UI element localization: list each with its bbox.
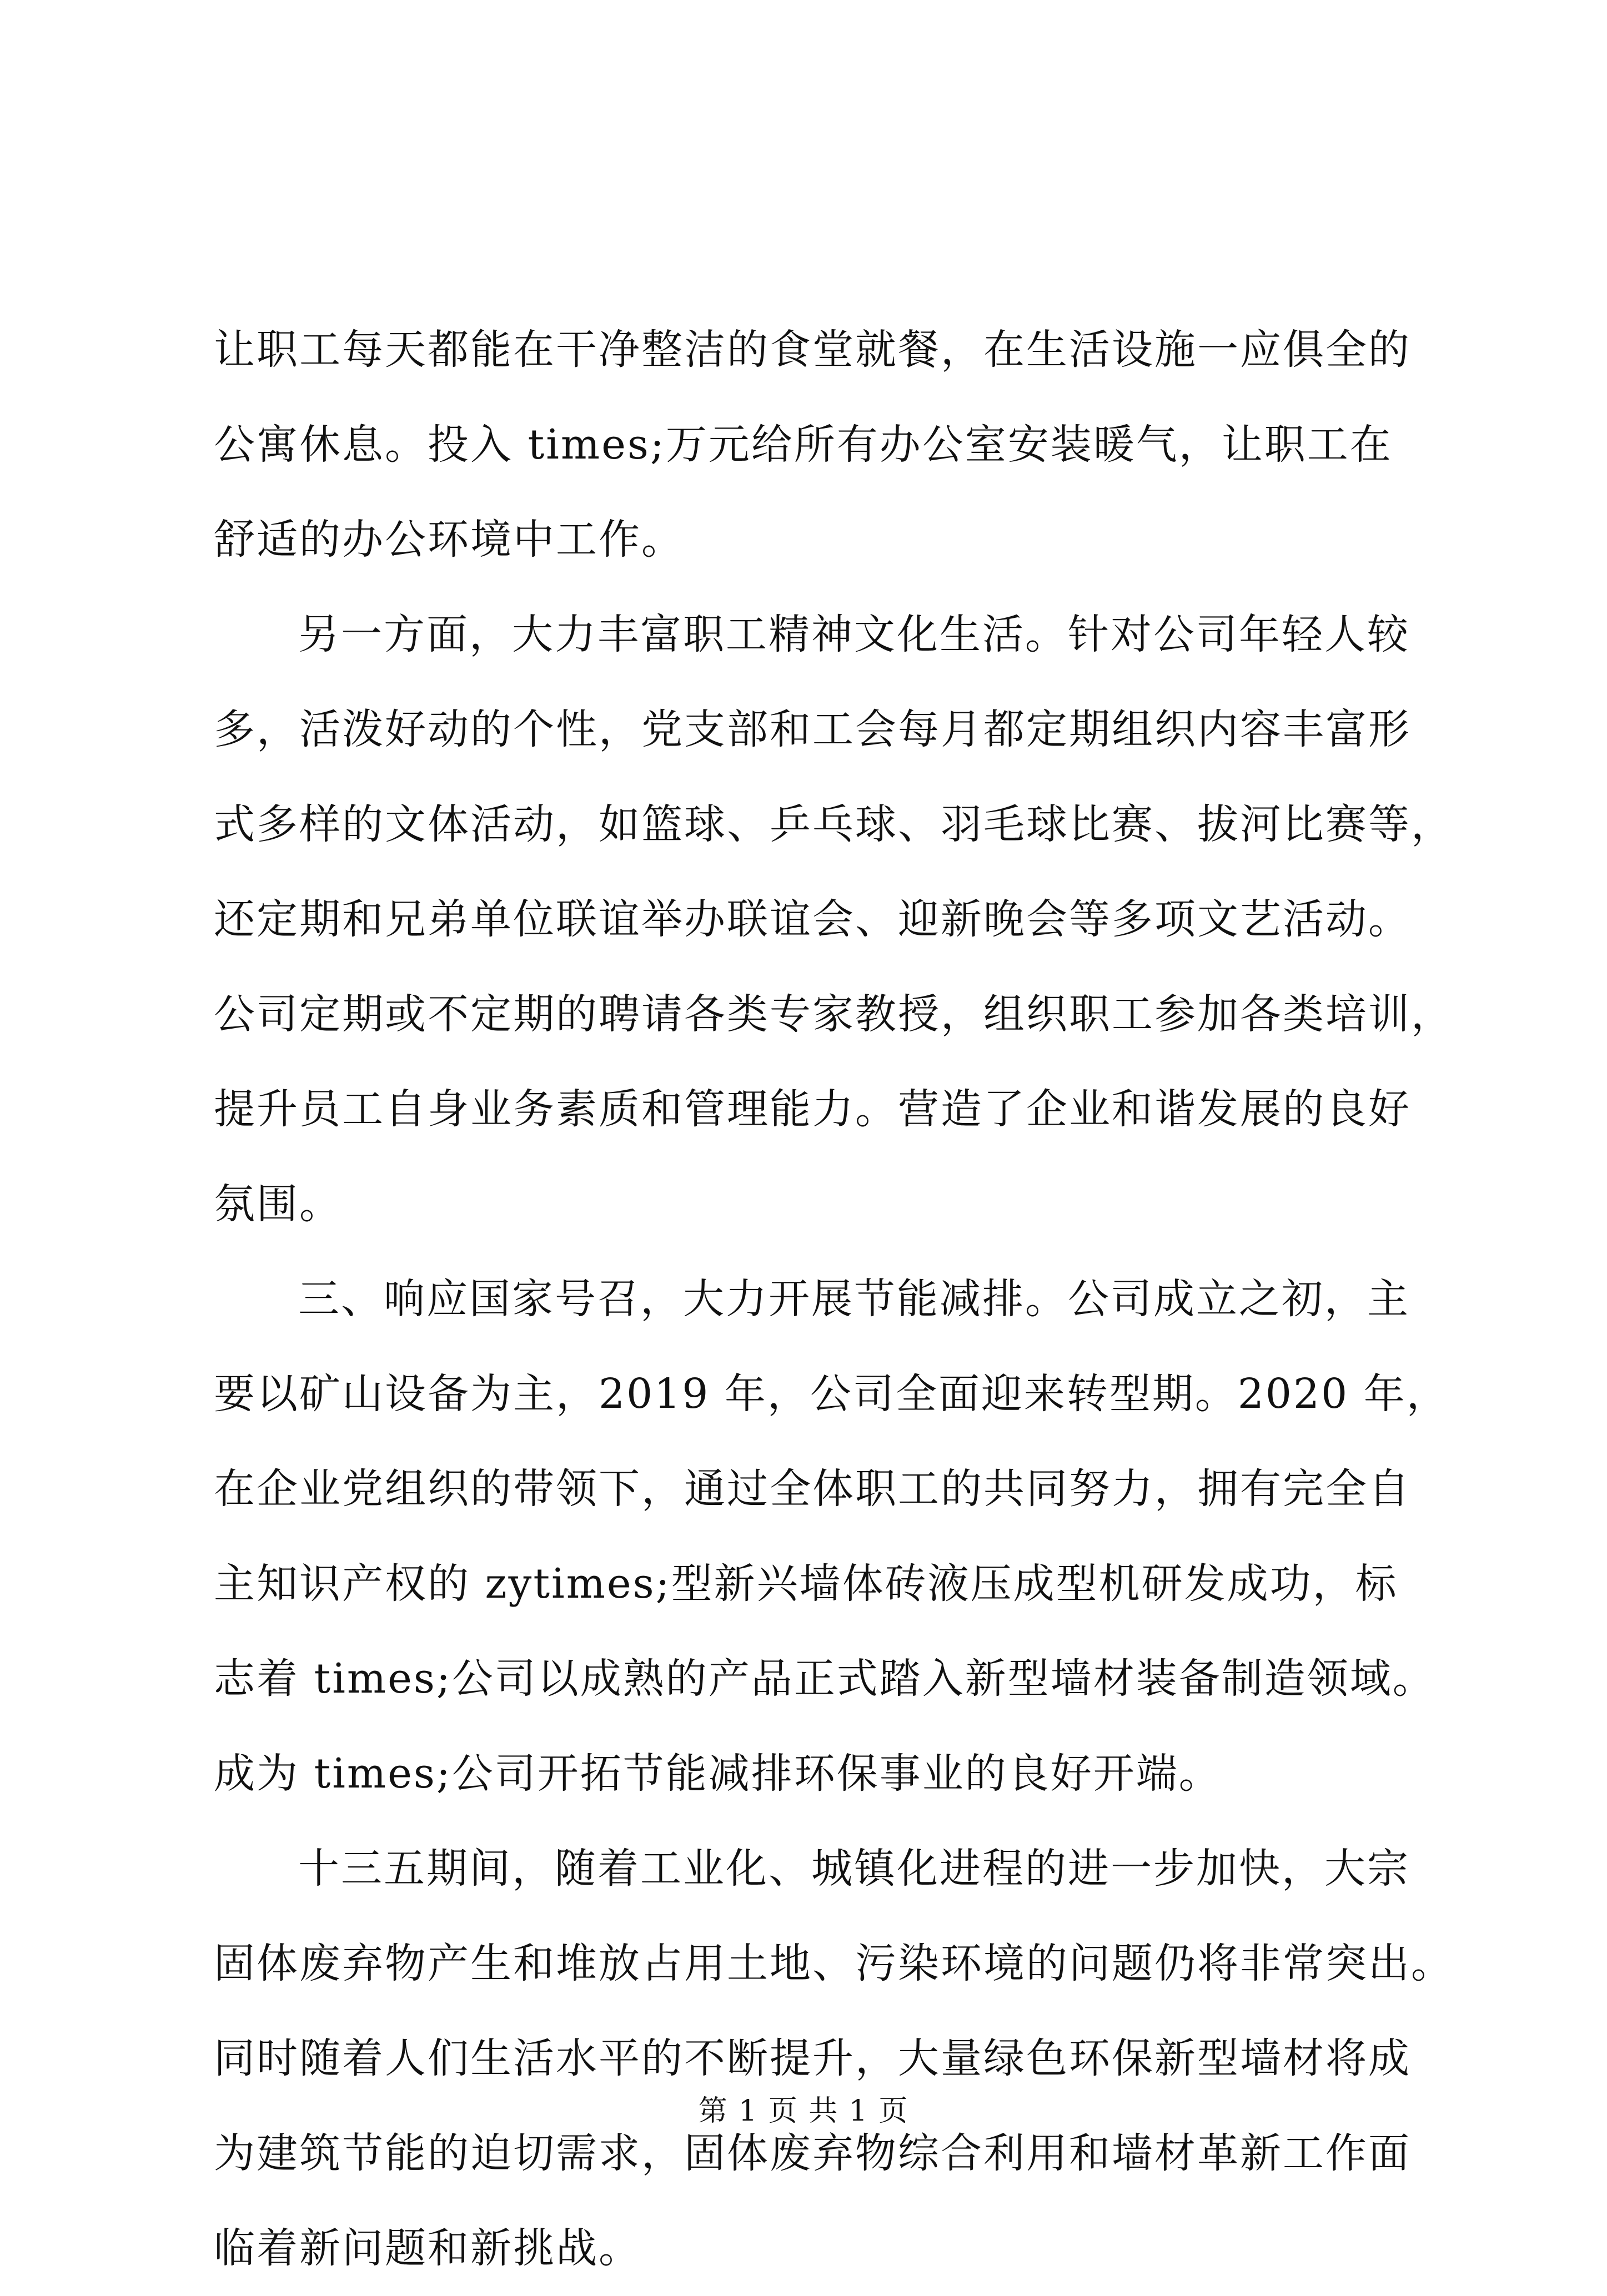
text-line: 同时随着人们生活水平的不断提升，大量绿色环保新型墙材将成 bbox=[214, 2035, 1411, 2082]
text-line: 为建筑节能的迫切需求，固体废弃物综合利用和墙材革新工作面 bbox=[214, 2129, 1411, 2177]
text-line: 提升员工自身业务素质和管理能力。营造了企业和谐发展的良好 bbox=[214, 1085, 1411, 1133]
page-number-label: 第 1 页 共 1 页 bbox=[698, 2094, 909, 2128]
text-line: 成为 times;公司开拓节能减排环保事业的良好开端。 bbox=[214, 1750, 1222, 1797]
text-line: 在企业党组织的带领下，通过全体职工的共同努力，拥有完全自 bbox=[214, 1465, 1411, 1513]
text-line: 临着新问题和新挑战。 bbox=[214, 2224, 641, 2272]
body-text bbox=[214, 303, 1454, 2296]
text-line: 公寓休息。投入 times;万元给所有办公室安装暖气，让职工在 bbox=[214, 421, 1393, 469]
paragraph-first-line: 十三五期间，随着工业化、城镇化进程的进一步加快，大宗 bbox=[298, 1845, 1410, 1892]
text-line: 多，活泼好动的个性，党支部和工会每月都定期组织内容丰富形 bbox=[214, 706, 1411, 753]
text-line: 氛围。 bbox=[214, 1180, 342, 1228]
text-line: 舒适的办公环境中工作。 bbox=[214, 516, 684, 563]
text-line: 固体废弃物产生和堆放占用土地、污染环境的问题仍将非常突出。 bbox=[214, 1940, 1454, 1987]
text-line: 还定期和兄弟单位联谊举办联谊会、迎新晚会等多项文艺活动。 bbox=[214, 895, 1411, 943]
text-line: 公司定期或不定期的聘请各类专家教授，组织职工参加各类培训， bbox=[214, 990, 1454, 1038]
paragraph-first-line: 三、响应国家号召，大力开展节能减排。公司成立之初，主 bbox=[298, 1275, 1410, 1323]
text-line: 让职工每天都能在干净整洁的食堂就餐，在生活设施一应俱全的 bbox=[214, 326, 1411, 374]
page-footer bbox=[0, 2092, 1607, 2131]
paragraph-first-line: 另一方面，大力丰富职工精神文化生活。针对公司年轻人较 bbox=[298, 611, 1410, 658]
text-line: 式多样的文体活动，如篮球、乒乓球、羽毛球比赛、拔河比赛等， bbox=[214, 800, 1454, 848]
text-line: 主知识产权的 zytimes;型新兴墙体砖液压成型机研发成功，标 bbox=[214, 1560, 1398, 1608]
text-line: 要以矿山设备为主，2019 年，公司全面迎来转型期。2020 年， bbox=[214, 1370, 1449, 1418]
text-line: 志着 times;公司以成熟的产品正式踏入新型墙材装备制造领域。 bbox=[214, 1655, 1435, 1703]
